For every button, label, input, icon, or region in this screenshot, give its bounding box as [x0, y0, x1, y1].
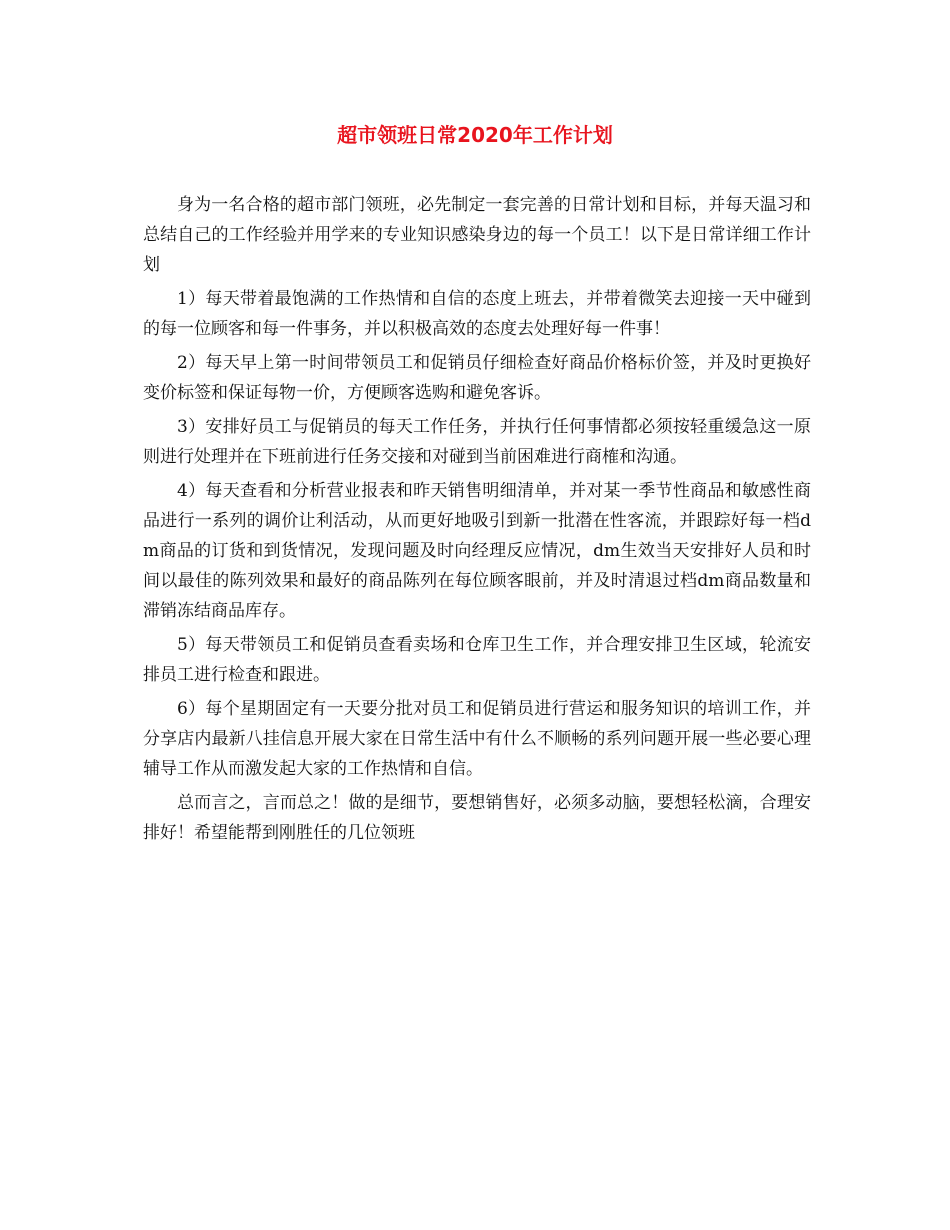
paragraph-item-3: 3）安排好员工与促销员的每天工作任务，并执行任何事情都必须按轻重缓急这一原则进行处理并在下班前进行任务交接和对碰到当前困难进行商榷和沟通。: [143, 417, 811, 467]
paragraph-intro: 身为一名合格的超市部门领班，必先制定一套完善的日常计划和目标，并每天温习和总结自己的工作经验并用学来的专业知识感染身边的每一个员工！以下是日常详细工作计划: [143, 195, 811, 275]
paragraph-item-5: 5）每天带领员工和促销员查看卖场和仓库卫生工作，并合理安排卫生区域，轮流安排员工进行检查和跟进。: [143, 635, 811, 685]
paragraph-item-1: 1）每天带着最饱满的工作热情和自信的态度上班去，并带着微笑去迎接一天中碰到的每一位顾客和每一件事务，并以积极高效的态度去处理好每一件事！: [143, 289, 811, 339]
paragraph-conclusion: 总而言之，言而总之！做的是细节，要想销售好，必须多动脑，要想轻松滴，合理安排好！希望能帮到刚胜任的几位领班: [143, 793, 811, 843]
document-body: [143, 190, 811, 852]
paragraph-item-4: 4）每天查看和分析营业报表和昨天销售明细清单，并对某一季节性商品和敏感性商品进行一系列的调价让利活动，从而更好地吸引到新一批潜在性客流，并跟踪好每一档dm商品的订货和到货情况，发现问题及时向经理反应情况，dm生效当天安排好人员和时间以最佳的陈列效果和最好的商品陈列在每位顾客眼前，并及时清退过档dm商品数量和滞销冻结商品库存。: [143, 481, 811, 621]
paragraph-item-2: 2）每天早上第一时间带领员工和促销员仔细检查好商品价格标价签，并及时更换好变价标签和保证每物一价，方便顾客选购和避免客诉。: [143, 353, 811, 403]
paragraph-item-6: 6）每个星期固定有一天要分批对员工和促销员进行营运和服务知识的培训工作，并分享店内最新八挂信息开展大家在日常生活中有什么不顺畅的系列问题开展一些必要心理辅导工作从而激发起大家的工作热情和自信。: [143, 699, 811, 779]
document-title: 超市领班日常2020年工作计划: [337, 123, 613, 147]
